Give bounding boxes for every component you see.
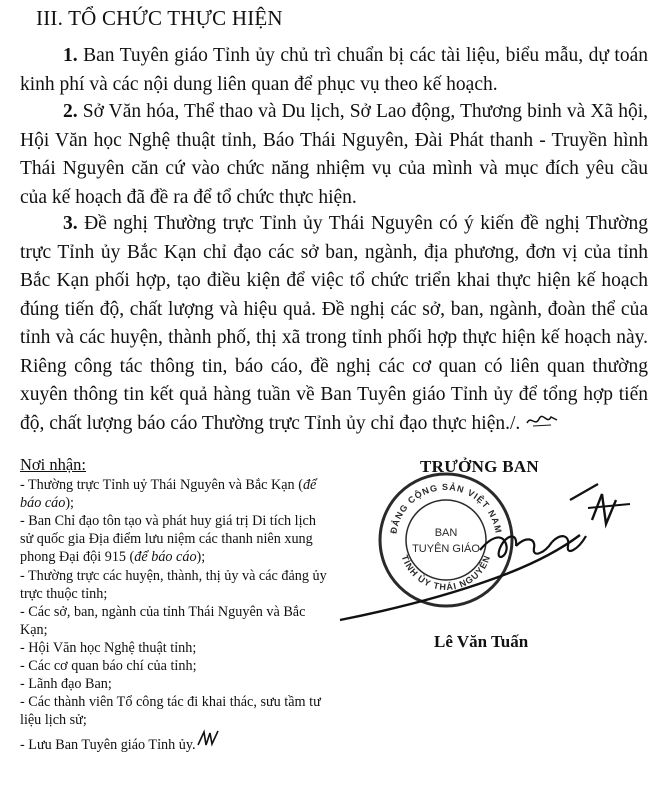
section-title: III. TỔ CHỨC THỰC HIỆN [36,6,283,30]
paragraph-3-text: Đề nghị Thường trực Tỉnh ủy Thái Nguyên có ý kiến đề nghị Thường trực Tỉnh ủy Bắc Kạn chỉ đạo các sở ban, ngành, địa phương, đơn vị của tỉnh Bắc Kạn phối hợp, tạo điều kiện để việc tổ chức triển khai thực hiện kế hoạch đúng tiến độ, chất lượng và hiệu quả. Đề nghị các sở, ban, ngành, đoàn thể của tỉnh và các huyện, thành phố, thị xã trong tỉnh phối hợp thực hiện kế hoạch này. Riêng công tác thông tin, báo cáo, đề nghị các cơ quan có liên quan thường xuyên thông tin kết quả hàng tuần về Ban Tuyên giáo Tỉnh ủy để tổng hợp tiến độ, chất lượng báo cáo Thường trực Tỉnh ủy chỉ đạo thực hiện./. [20,213,648,434]
paragraph-1-number: 1. [63,45,78,66]
recipient-item: - Các thành viên Tổ công tác đi khai thác, sưu tầm tư liệu lịch sử; [20,694,321,729]
paragraph-2 [20,98,648,212]
signature-title: TRƯỞNG BAN [420,457,540,476]
signer-name: Lê Văn Tuấn [434,632,529,651]
seal-ring-text: ĐẢNG CỘNG SẢN VIỆT NAM [388,481,504,535]
seal-center-line-2: TUYÊN GIÁO [412,543,480,555]
handwritten-signature [330,480,660,640]
paragraph-1 [20,42,648,99]
seal-bottom-text: TỈNH ỦY THÁI NGUYÊN [399,553,493,593]
paragraph-3-number: 3. [63,213,78,234]
recipient-item: - Hội Văn học Nghệ thuật tỉnh; [20,639,197,656]
recipient-item: - Lãnh đạo Ban; [20,676,112,693]
recipient-item: - Các cơ quan báo chí của tỉnh; [20,658,197,675]
recipients-block [20,456,330,755]
recipient-item: - Lưu Ban Tuyên giáo Tỉnh ủy. [20,729,330,754]
recipient-item: - Thường trực các huyện, thành, thị ủy và các đảng ủy trực thuộc tỉnh; [20,567,327,602]
initials-mark [196,729,222,749]
recipients-heading: Nơi nhận: [20,455,87,474]
paragraph-3 [20,210,648,438]
seal-center-line-1: BAN [434,527,458,539]
recipient-item: - Thường trực Tỉnh uỷ Thái Nguyên và Bắc Kạn (để báo cáo); [20,477,317,512]
paragraph-1-text: Ban Tuyên giáo Tỉnh ủy chủ trì chuẩn bị các tài liệu, biểu mẫu, dự toán kinh phí và các nội dung liên quan để phục vụ theo kế hoạch. [20,45,649,95]
paragraph-2-number: 2. [63,101,78,122]
recipient-item: - Ban Chỉ đạo tôn tạo và phát huy giá trị Di tích lịch sử quốc gia Địa điểm lưu niệm các thanh niên xung phong Đại đội 915 (để báo cáo); [20,513,316,566]
paragraph-2-text: Sở Văn hóa, Thể thao và Du lịch, Sở Lao động, Thương binh và Xã hội, Hội Văn học Nghệ thuật tỉnh, Báo Thái Nguyên, Đài Phát thanh - Truyền hình Thái Nguyên căn cứ vào chức năng nhiệm vụ của mình và mục đích yêu cầu của kế hoạch đã đề ra để tổ chức thực hiện. [20,101,649,208]
initials-mark [525,411,559,429]
recipient-item: - Các sở, ban, ngành của tỉnh Thái Nguyên và Bắc Kạn; [20,603,306,638]
